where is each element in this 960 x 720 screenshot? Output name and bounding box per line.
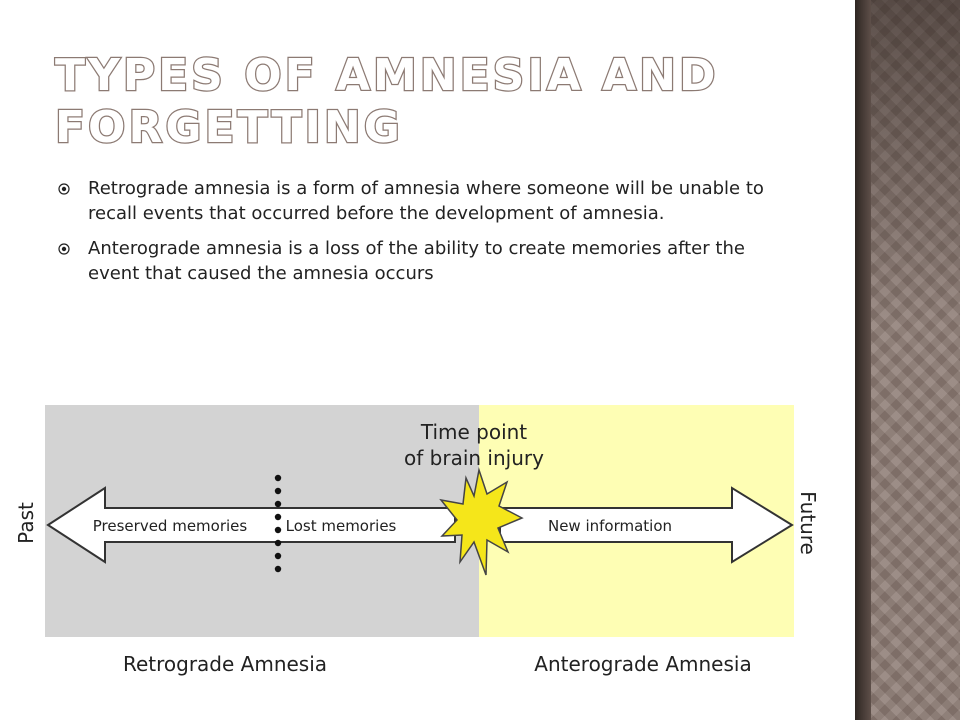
time-point-label-line-1: Time point [420, 420, 528, 444]
past-label: Past [14, 502, 38, 544]
side-band-shade [871, 0, 960, 720]
bullet-item-anterograde [58, 236, 798, 286]
amnesia-timeline-diagram [0, 390, 855, 690]
slide-title [55, 50, 815, 154]
timeline-svg [0, 390, 855, 690]
slide-title-line-1: TYPES OF AMNESIA AND [55, 50, 719, 101]
circled-dot-bullet-icon [58, 243, 70, 255]
lost-memories-label: Lost memories [285, 517, 397, 535]
slide-title-line-2: FORGETTING [55, 102, 403, 153]
bullet-item-retrograde [58, 176, 798, 226]
preserved-memories-label: Preserved memories [92, 517, 248, 535]
future-label: Future [796, 491, 820, 555]
anterograde-amnesia-label: Anterograde Amnesia [534, 652, 752, 676]
circled-dot-bullet-icon [58, 183, 70, 195]
side-band-edge [855, 0, 871, 720]
decorative-side-band [855, 0, 960, 720]
time-point-label-line-2: of brain injury [404, 446, 544, 470]
bullet-list [58, 176, 798, 296]
bullet-text-anterograde: Anterograde amnesia is a loss of the ability to create memories after the event that caused the amnesia occurs [88, 238, 745, 284]
new-information-label: New information [547, 517, 673, 535]
retrograde-amnesia-label: Retrograde Amnesia [122, 652, 328, 676]
bullet-text-retrograde: Retrograde amnesia is a form of amnesia where someone will be unable to recall events that occurred before the development of amnesia. [88, 178, 764, 224]
